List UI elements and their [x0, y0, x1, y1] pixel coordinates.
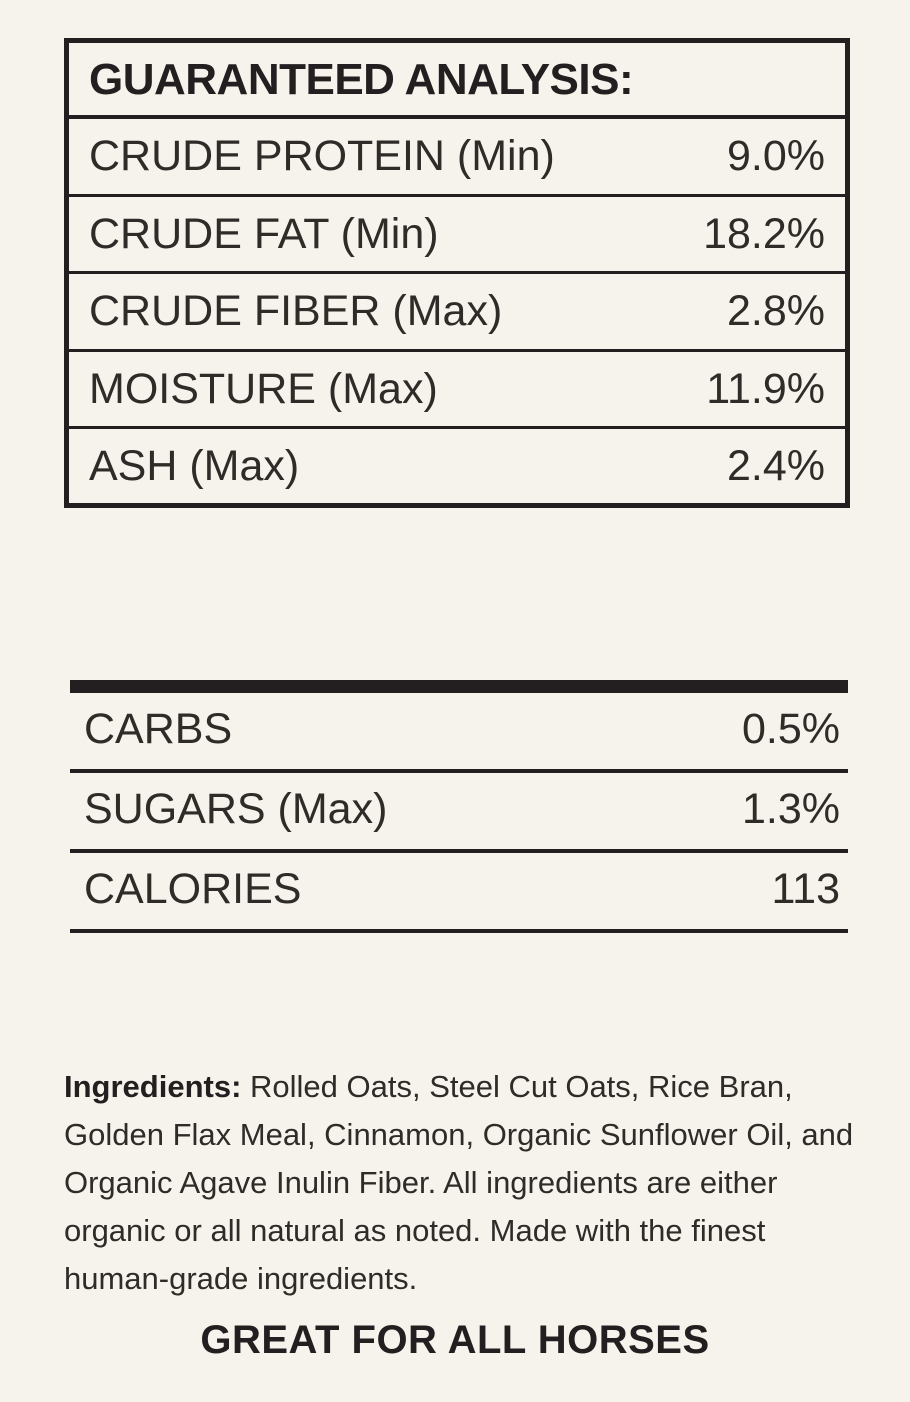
table-row — [69, 352, 845, 429]
table-row — [70, 773, 848, 853]
nutrient-name: CALORIES — [84, 865, 302, 913]
nutrient-name: CARBS — [84, 705, 233, 753]
footer-tagline: GREAT FOR ALL HORSES — [200, 1318, 710, 1362]
guaranteed-analysis-title: GUARANTEED ANALYSIS: — [89, 55, 634, 104]
nutrient-name: CRUDE PROTEIN (Min) — [89, 132, 555, 181]
nutrient-value: 0.5% — [741, 705, 840, 753]
table-row — [69, 197, 845, 274]
nutrient-value: 18.2% — [703, 209, 825, 258]
nutrient-name: ASH (Max) — [89, 441, 300, 490]
nutrient-value: 113 — [771, 865, 840, 913]
table-row — [69, 119, 845, 196]
nutrient-value: 9.0% — [726, 132, 825, 181]
nutrient-name: CRUDE FIBER (Max) — [89, 287, 503, 336]
nutrient-name: MOISTURE (Max) — [89, 364, 438, 413]
nutrient-value: 2.8% — [726, 287, 825, 336]
nutrient-value: 1.3% — [741, 785, 840, 833]
ingredients-text: Rolled Oats, Steel Cut Oats, Rice Bran, Golden Flax Meal, Cinnamon, Organic Sunflower Oil, and Organic Agave Inulin Fiber. All ingredients are either organic or all natural as noted. Made with the finest human-grade ingredients. — [64, 1069, 854, 1297]
nutrient-name: SUGARS (Max) — [84, 785, 388, 833]
nutrient-value: 2.4% — [726, 441, 825, 490]
guaranteed-analysis-title-row — [69, 43, 845, 119]
ingredients-paragraph — [64, 1063, 854, 1303]
table-row — [69, 429, 845, 503]
table-row — [70, 853, 848, 933]
nutrient-name: CRUDE FAT (Min) — [89, 209, 439, 258]
additional-nutrition-table — [70, 680, 848, 933]
divider — [70, 680, 848, 693]
nutrient-value: 11.9% — [706, 364, 825, 413]
guaranteed-analysis-table — [64, 38, 850, 508]
table-row — [69, 274, 845, 351]
ingredients-label: Ingredients: — [64, 1069, 242, 1104]
table-row — [70, 693, 848, 773]
